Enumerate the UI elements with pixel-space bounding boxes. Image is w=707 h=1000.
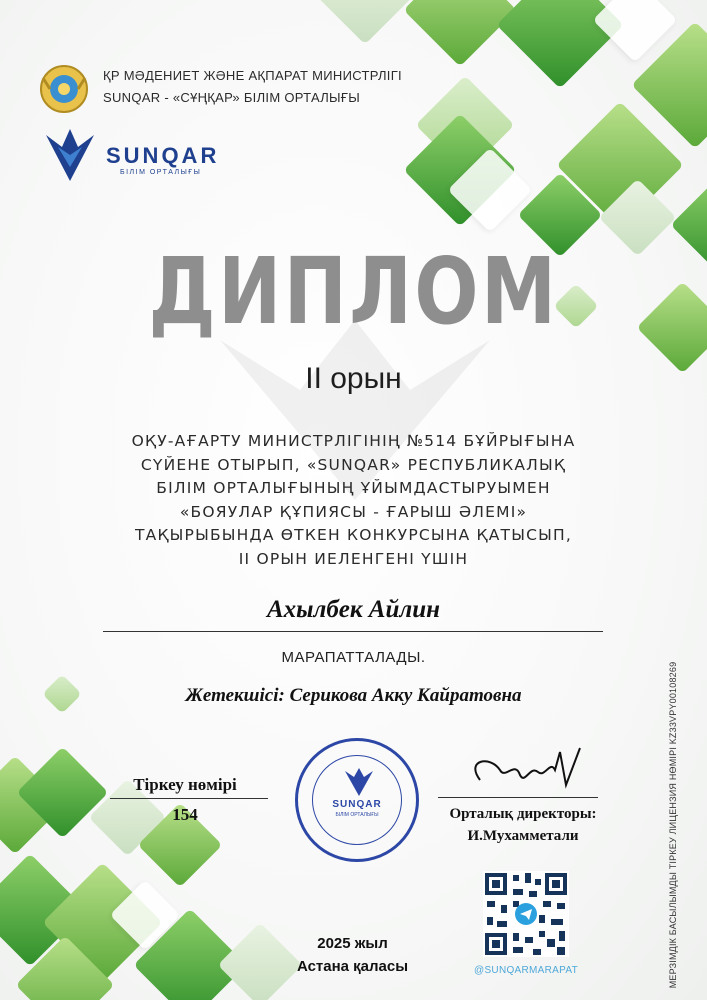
stamp-brand: SUNQAR <box>332 799 382 810</box>
qr-code[interactable] <box>483 871 569 957</box>
license-number: МЕРЗІМДІК БАСЫЛЫМДЫ ТІРКЕУ ЛИЦЕНЗИЯ НӨМІРІ KZ33VPY00108269 <box>668 661 678 989</box>
description-line: II ОРЫН ИЕЛЕНГЕНІ ҮШІН <box>238 549 469 568</box>
recipient-name: Ахылбек Айлин <box>266 596 441 623</box>
registration-line <box>110 798 268 799</box>
logo-subtitle: БІЛІМ ОРТАЛЫҒЫ <box>120 169 202 176</box>
state-emblem-icon <box>39 64 89 114</box>
leader-name: Жетекшісі: Серикова Акку Кайратовна <box>185 685 522 706</box>
description-line: «БОЯУЛАР ҚҰПИЯСЫ - ҒАРЫШ ӘЛЕМІ» <box>179 502 528 521</box>
description-line: СҮЙЕНЕ ОТЫРЫП, «SUNQAR» РЕСПУБЛИКАЛЫҚ <box>140 455 567 474</box>
place-text: II орын <box>305 362 402 395</box>
description-line: ТАҚЫРЫБЫНДА ӨТКЕН КОНКУРСЫНА ҚАТЫСЫП, <box>134 526 572 544</box>
awarded-text: МАРАПАТТАЛАДЫ. <box>281 649 426 666</box>
sunqar-eagle-icon <box>40 127 100 183</box>
award-description <box>90 430 617 571</box>
stamp-subtitle: БІЛІМ ОРТАЛЫҒЫ <box>335 812 379 818</box>
diploma-title: ДИПЛОМ <box>148 238 559 345</box>
description-line: ОҚУ-АҒАРТУ МИНИСТРЛІГІНІҢ №514 БҰЙРЫҒЫНА <box>131 432 576 450</box>
description-line: БІЛІМ ОРТАЛЫҒЫНЫҢ ҰЙЫМДАСТЫРУЫМЕН <box>156 479 551 497</box>
signature-line <box>438 797 598 798</box>
director-name: И.Мухамметали <box>467 828 579 844</box>
logo-brand: SUNQAR <box>106 143 220 168</box>
stamp-eagle-icon <box>342 767 376 797</box>
registration-label: Тіркеу нөмірі <box>133 775 237 794</box>
official-stamp <box>295 738 419 862</box>
ministry-name: ҚР МӘДЕНИЕТ ЖӘНЕ АҚПАРАТ МИНИСТРЛІГІ <box>103 68 402 83</box>
director-signature <box>460 740 590 800</box>
registration-number: 154 <box>172 805 198 824</box>
center-name: SUNQAR - «СҰҢҚАР» БІЛІМ ОРТАЛЫҒЫ <box>103 90 361 105</box>
director-title: Орталық директоры: <box>449 806 597 822</box>
footer-city: Астана қаласы <box>296 958 409 975</box>
recipient-underline <box>103 631 603 632</box>
footer-year: 2025 жыл <box>317 935 388 952</box>
qr-handle[interactable]: @SUNQARMARAPAT <box>474 965 578 976</box>
